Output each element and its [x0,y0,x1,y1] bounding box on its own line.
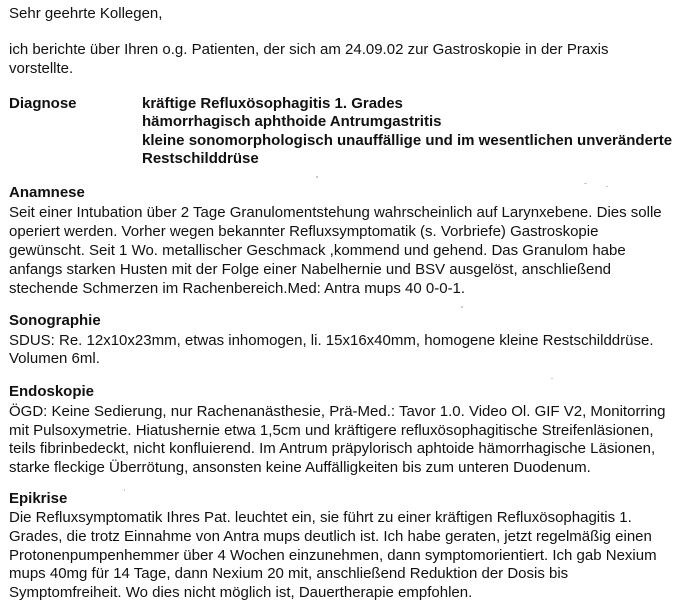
salutation: Sehr geehrte Kollegen, [9,5,163,22]
epikrise-heading: Epikrise [9,490,68,507]
endoskopie-heading: Endoskopie [9,383,95,400]
epikrise-line-2: Grades, die trotz Einnahme von Antra mups deutlich ist. Ich habe geraten, jetzt regelmäßig einen [9,528,652,545]
diagnose-heading: Diagnose [9,95,77,112]
scan-speck [606,186,608,187]
scan-speck [124,489,125,491]
intro-line-2: vorstellte. [9,60,74,77]
diagnose-line-2: hämorrhagisch aphthoide Antrumgastritis [142,113,442,130]
scan-speck [584,183,587,184]
endoskopie-line-1: ÖGD: Keine Sedierung, nur Rachenanästhesie, Prä-Med.: Tavor 1.0. Video Ol. GIF V2, Monitorring [9,403,666,420]
endoskopie-line-4: starke fleckige Überrötung, ansonsten keine Auffälligkeiten bis zum unteren Duodenum. [9,459,591,476]
sonographie-line-2: Volumen 6ml. [9,350,100,367]
anamnese-line-3: gewünscht. Seit 1 Wo. metallischer Geschmack ,kommend und gehend. Das Granulom habe [9,242,626,259]
scan-speck [551,378,553,379]
diagnose-line-1: kräftige Refluxösophagitis 1. Grades [142,95,403,112]
epikrise-line-5: Symptomfreiheit. Wo dies nicht möglich ist, Dauertherapie empfohlen. [9,584,473,601]
scan-speck [316,176,318,178]
sonographie-line-1: SDUS: Re. 12x10x23mm, etwas inhomogen, li. 15x16x40mm, homogene kleine Restschilddrüse. [9,332,654,349]
diagnose-line-3: kleine sonomorphologisch unauffällige und im wesentlichen unveränderte [142,132,673,149]
anamnese-line-2: operiert werden. Vorher wegen bekannter Refluxsymptomatik (s. Vorbriefe) Gastroskopie [9,223,599,240]
anamnese-line-5: stechende Schmerzen im Rachenbereich.Med: Antra mups 40 0-0-1. [9,280,466,297]
anamnese-line-4: anfangs starken Husten mit der Folge einer Nabelhernie und BSV ausgelöst, anschließend [9,261,612,278]
anamnese-heading: Anamnese [9,184,85,201]
diagnose-line-4: Restschilddrüse [142,150,259,167]
endoskopie-line-2: mit Pulsoxymetrie. Hiatushernie etwa 1,5cm und kräftigere refluxösophagitische Streifenläsionen, [9,422,654,439]
anamnese-line-1: Seit einer Intubation über 2 Tage Granulomentstehung wahrscheinlich auf Larynxebene. Dies solle [9,204,662,221]
intro-line-1: ich berichte über Ihren o.g. Patienten, der sich am 24.09.02 zur Gastroskopie in der Praxis [9,41,609,58]
sonographie-heading: Sonographie [9,312,101,329]
scan-speck [461,306,463,308]
endoskopie-line-3: teils fibrinbedeckt, nicht konfluierend. Im Antrum präpylorisch aphtoide hämorrhagische Läsionen, [9,440,656,457]
epikrise-line-4: mups 40mg für 14 Tage, dann Nexium 20 mit, anschließend Reduktion der Dosis bis [9,565,569,582]
epikrise-line-3: Protonenpumpenhemmer über 4 Wochen einzunehmen, dann symptomorientiert. Ich gab Nexium [9,547,657,564]
epikrise-line-1: Die Refluxsymptomatik Ihres Pat. leuchtet ein, sie führt zu einer kräftigen Refluxösophagitis 1. [9,509,632,526]
